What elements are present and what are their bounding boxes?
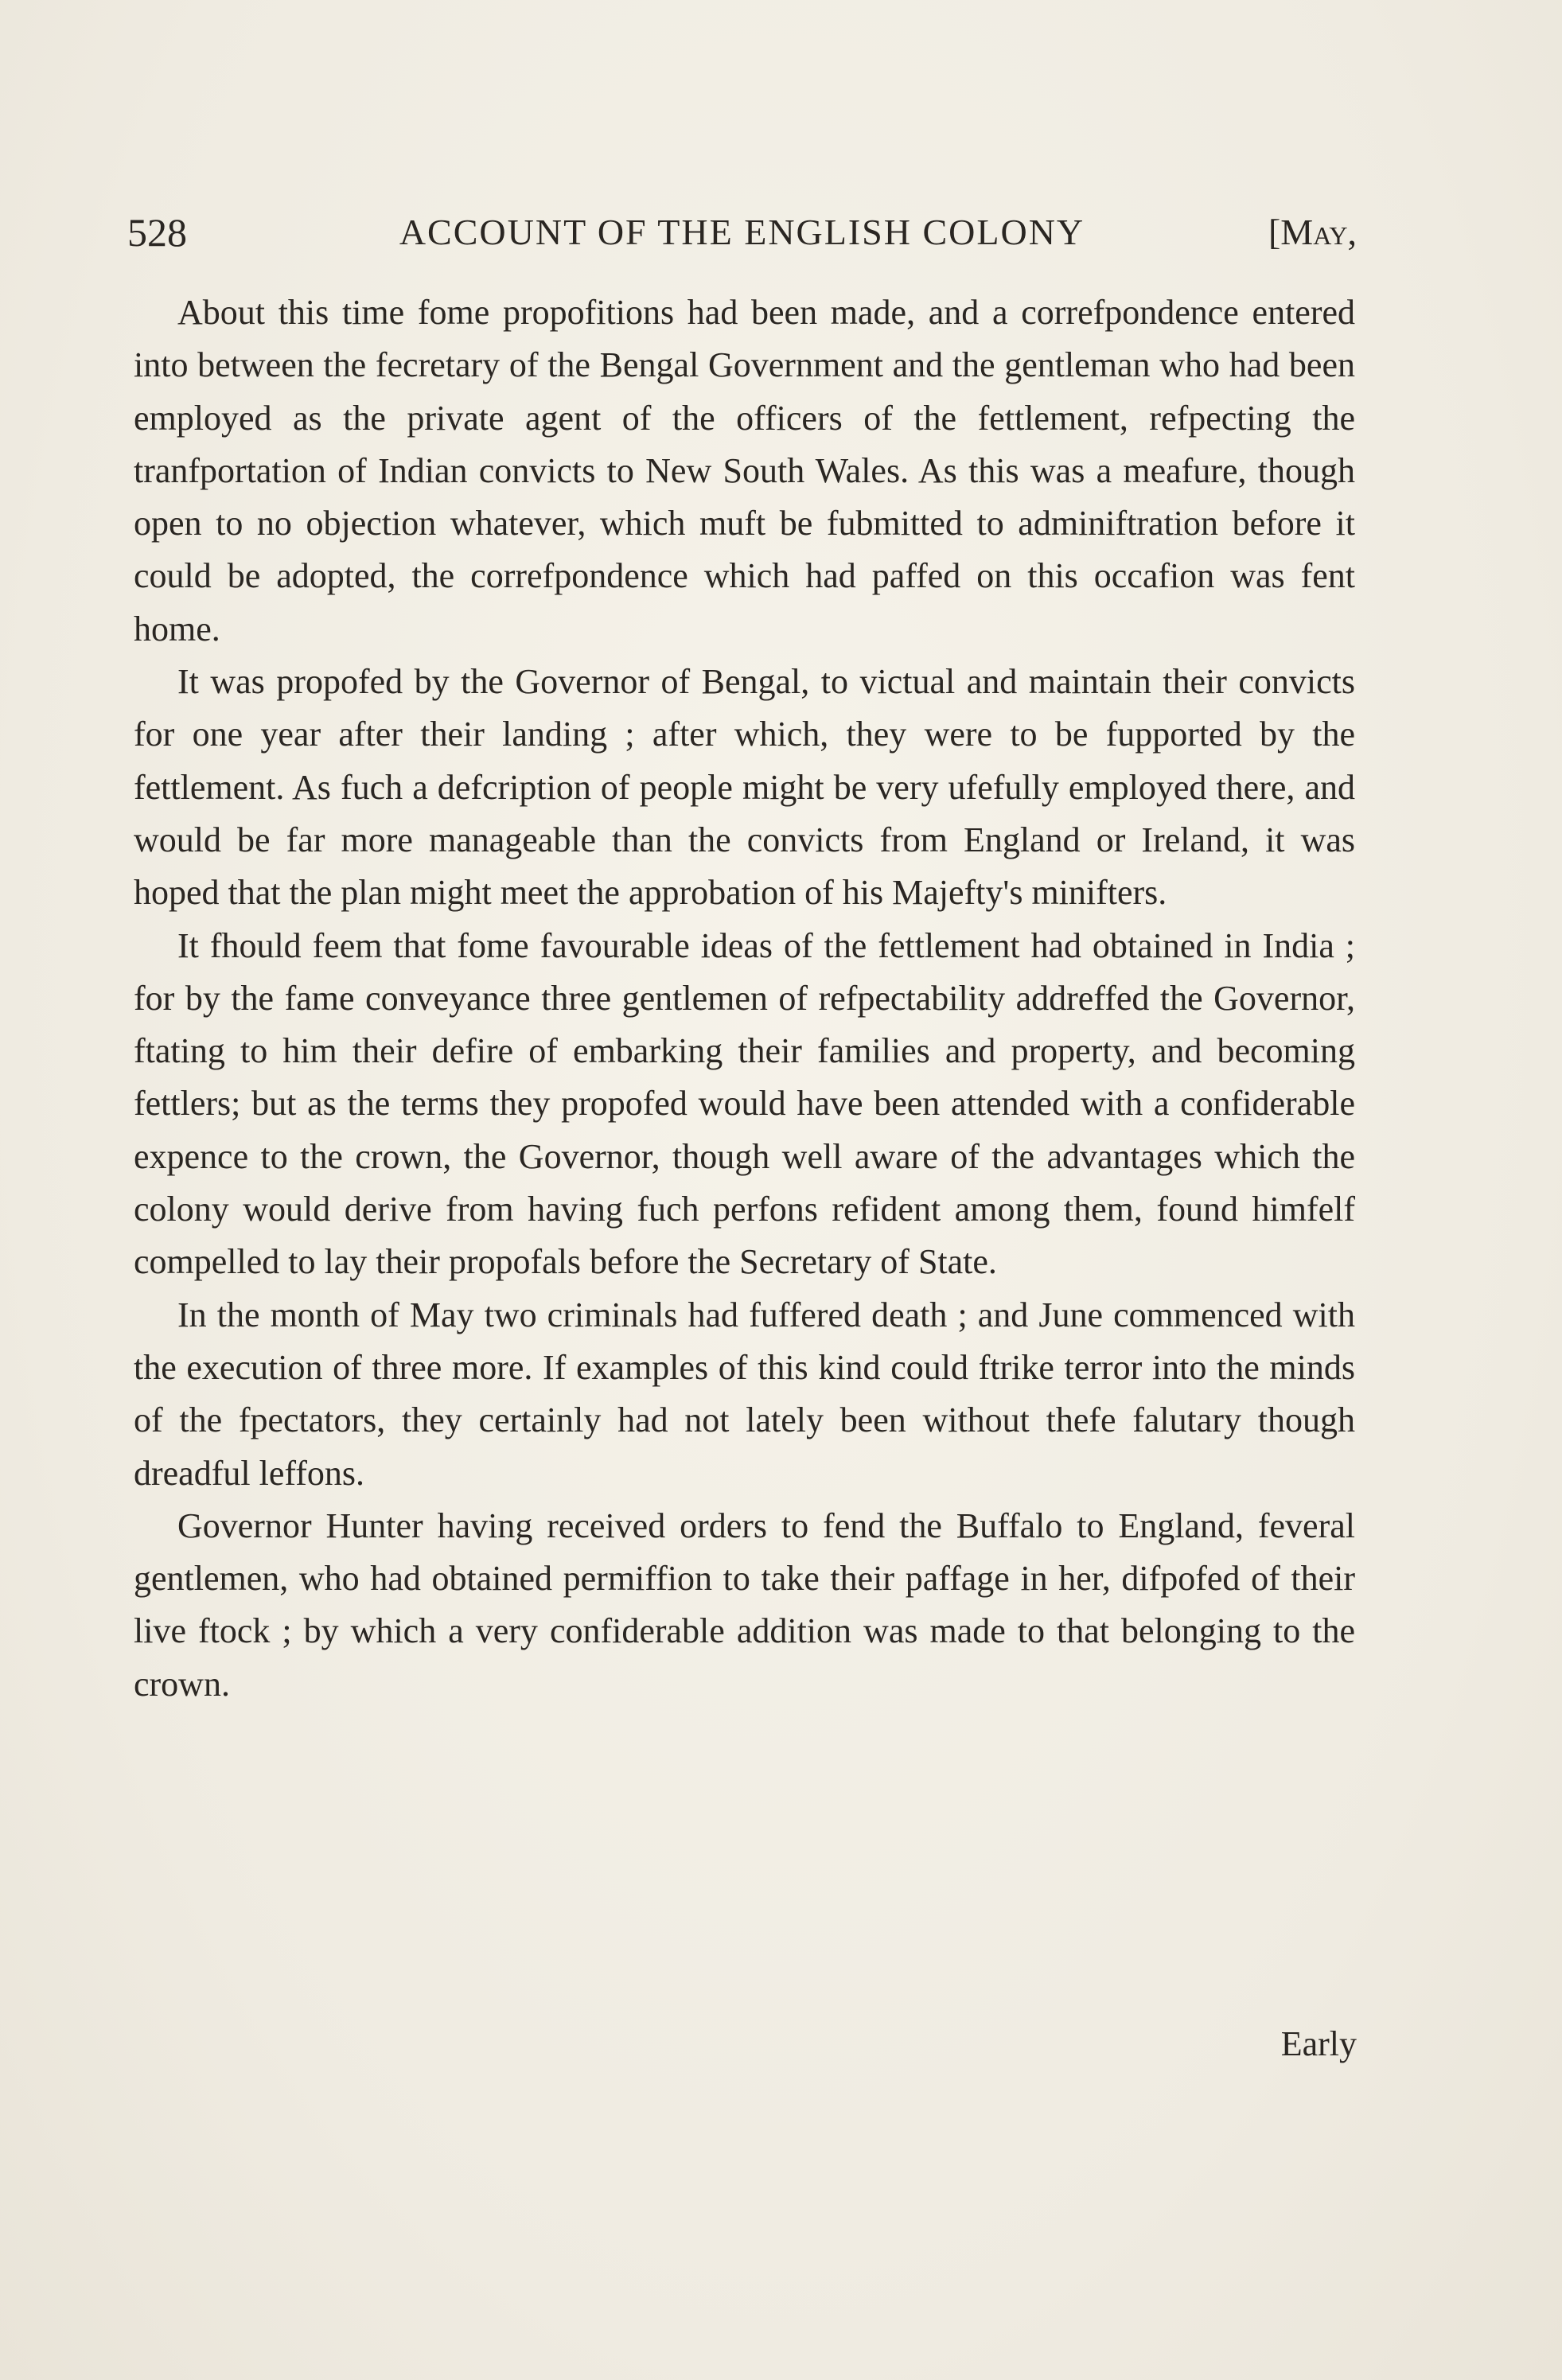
paragraph-2: It was propofed by the Governor of Bengal, to victual and maintain their convicts for one year after their landing ; after which, they were to be fupported by the fettlement. As fuch a defcription of people might be very ufefully employed there, and would be far more manageable than the convicts from England or Ireland, it was hoped that the plan might meet the approbation of his Majefty's minifters.: [134, 662, 1355, 913]
catchword: Early: [1280, 2024, 1357, 2063]
running-head: [127, 201, 1357, 264]
body-text: [134, 286, 1355, 1711]
page-number: 528: [127, 210, 187, 255]
paragraph-1: About this time fome propofitions had been made, and a correfpondence entered into between the fecretary of the Bengal Government and the gentleman who had been employed as the private agent of the officers of the fettlement, refpecting the tranfportation of Indian convicts to New South Wales. As this was a meafure, though open to no objection whatever, which muft be fubmitted to adminiftration before it could be adopted, the correfpondence which had paffed on this occafion was fent home.: [134, 293, 1355, 649]
paragraph-4: In the month of May two criminals had fuffered death ; and June commenced with the execution of three more. If examples of this kind could ftrike terror into the minds of the fpectators, they certainly had not lately been without thefe falutary though dreadful leffons.: [134, 1295, 1355, 1493]
paragraph-5: Governor Hunter having received orders to fend the Buffalo to England, feveral gentlemen, who had obtained permiffion to take their paffage in her, difpofed of their live ftock ; by which a very confiderable addition was made to that belonging to the crown.: [134, 1506, 1355, 1704]
date-marker: [May,: [1268, 212, 1357, 252]
paragraph-3: It fhould feem that fome favourable ideas of the fettlement had obtained in India ; for by the fame conveyance three gentlemen of refpectability addreffed the Governor, ftating to him their defire of embarking their families and property, and becoming fettlers; but as the terms they propofed would have been attended with a confiderable expence to the crown, the Governor, though well aware of the advantages which the colony would derive from having fuch perfons refident among them, found himfelf compelled to lay their propofals before the Secretary of State.: [134, 925, 1355, 1282]
running-title: ACCOUNT OF THE ENGLISH COLONY: [399, 212, 1085, 252]
